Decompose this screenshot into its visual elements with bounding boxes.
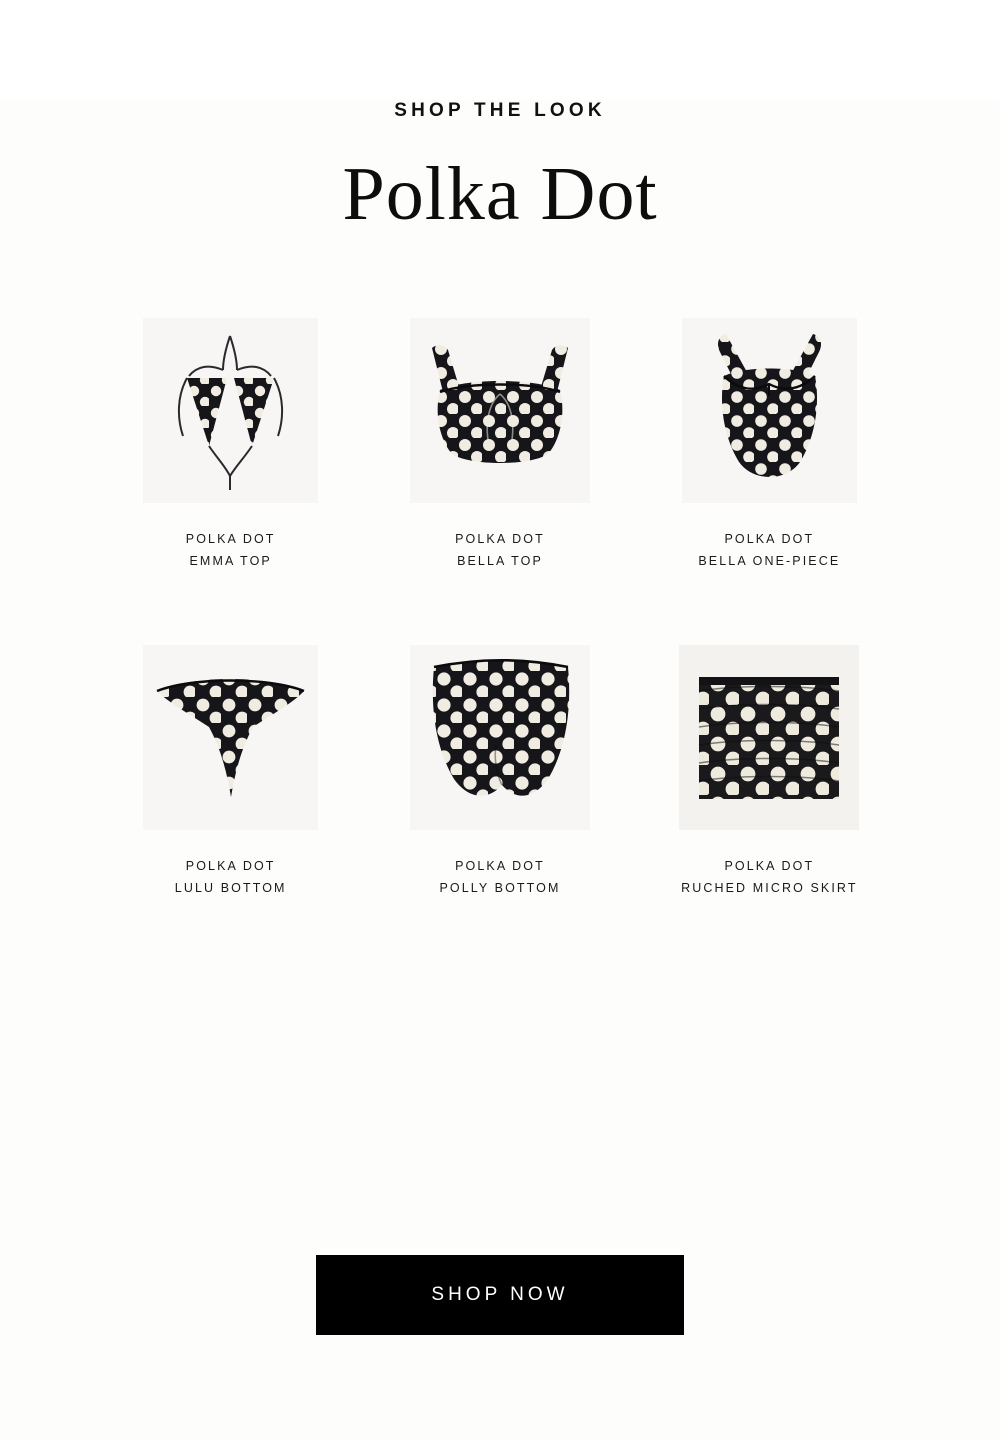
shop-the-look-page: [0, 100, 1000, 1439]
cta-container: [0, 1255, 1000, 1335]
product-card[interactable]: [96, 645, 365, 900]
product-line-1: POLKA DOT: [185, 532, 276, 546]
product-image[interactable]: [143, 645, 318, 830]
product-caption: [698, 529, 840, 573]
eyebrow-text: SHOP THE LOOK: [394, 100, 606, 121]
product-caption: [681, 856, 857, 900]
product-line-2: RUCHED MICRO SKIRT: [681, 880, 858, 895]
product-line-2: BELLA ONE-PIECE: [698, 553, 841, 568]
shop-now-button[interactable]: SHOP NOW: [316, 1255, 684, 1335]
thong-bikini-bottom-icon: [143, 645, 318, 830]
product-image[interactable]: [410, 318, 590, 503]
one-piece-swimsuit-icon: [682, 318, 857, 503]
product-card[interactable]: [96, 318, 365, 573]
product-line-1: POLKA DOT: [724, 532, 815, 546]
product-line-1: POLKA DOT: [185, 858, 276, 873]
high-waist-bikini-bottom-icon: [410, 645, 590, 830]
triangle-bikini-top-icon: [143, 318, 318, 503]
product-caption: [186, 529, 276, 573]
product-line-2: POLLY BOTTOM: [439, 880, 561, 895]
product-image[interactable]: [143, 318, 318, 503]
product-line-1: POLKA DOT: [455, 532, 545, 546]
product-card[interactable]: [635, 318, 904, 573]
product-card[interactable]: [365, 645, 634, 900]
product-line-2: LULU BOTTOM: [174, 880, 287, 895]
product-line-1: POLKA DOT: [724, 858, 815, 873]
balconette-bikini-top-icon: [410, 318, 590, 503]
product-caption: [175, 856, 287, 900]
product-card[interactable]: [365, 318, 634, 573]
page-title: Polka Dot: [342, 152, 658, 236]
product-line-1: POLKA DOT: [455, 858, 545, 873]
product-image[interactable]: [410, 645, 590, 830]
product-caption: [439, 856, 560, 900]
product-image[interactable]: [679, 645, 859, 830]
ruched-micro-skirt-icon: [679, 645, 859, 830]
product-image[interactable]: [682, 318, 857, 503]
product-line-2: EMMA TOP: [189, 553, 272, 568]
product-grid: [0, 318, 1000, 900]
product-caption: [455, 529, 545, 573]
product-line-2: BELLA TOP: [457, 553, 543, 568]
product-card[interactable]: [635, 645, 904, 900]
